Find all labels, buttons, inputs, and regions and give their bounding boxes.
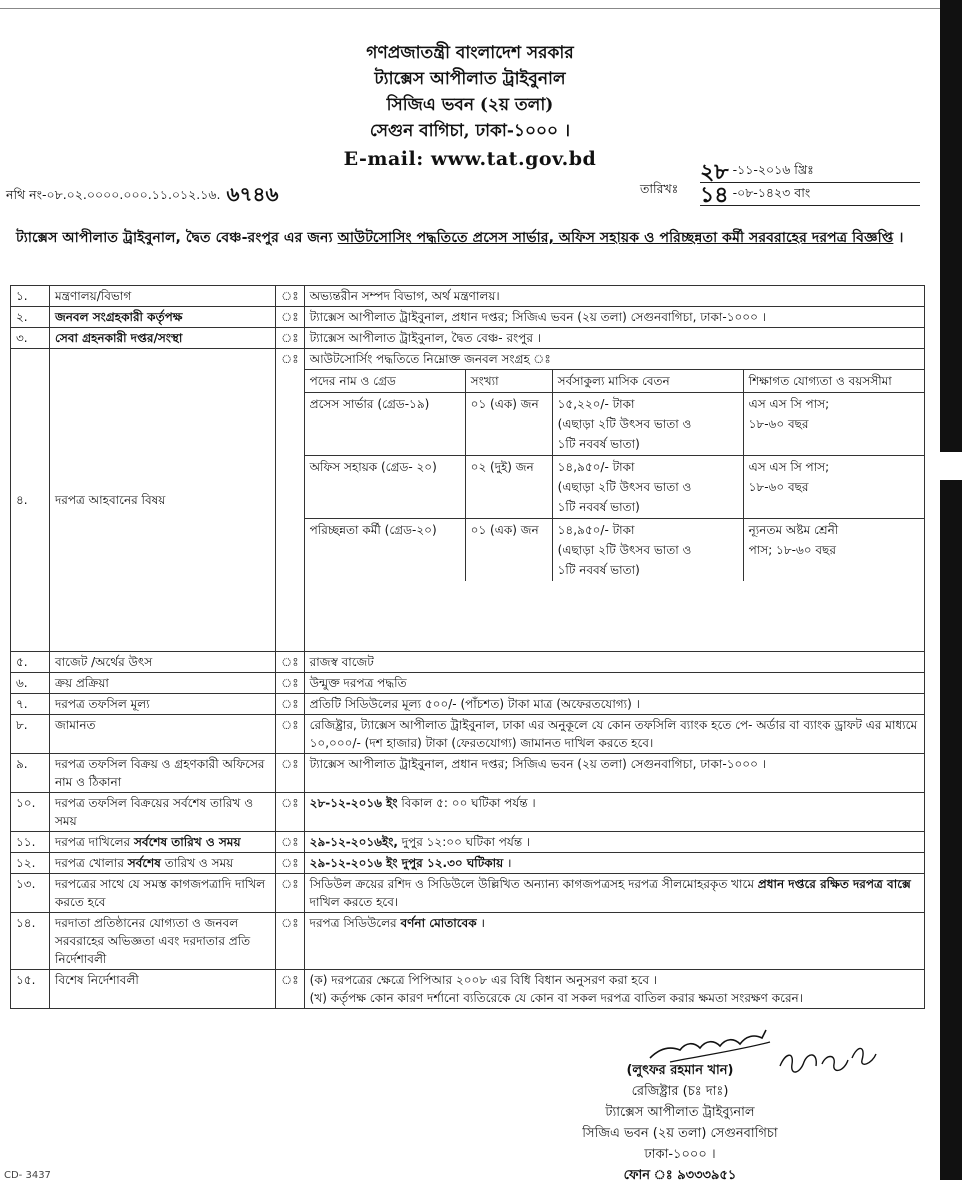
salary-amount: ১৪,৯৫০/- টাকা: [557, 460, 635, 474]
table-row: [11, 853, 925, 874]
footer-code: CD- 3437: [4, 1170, 51, 1181]
row-value-text: সিডিউল ক্রয়ের রশিদ ও সিডিউলে উল্লিখিত অন্যান্য কাগজপত্রসহ দরপত্র সীলমোহরকৃত খামে: [309, 877, 758, 891]
signatory-phone: ফোন ঃ ৯৩৩৩৯৫১: [623, 1168, 737, 1183]
row-value: উন্মুক্ত দরপত্র পদ্ধতি: [304, 673, 924, 694]
row-colon: ঃ: [276, 307, 305, 328]
table-row: [11, 652, 925, 673]
row-colon: ঃ: [276, 793, 305, 832]
row-value-emphasis: ২৯-১২-২০১৬ইং,: [309, 835, 398, 849]
row-colon: ঃ: [276, 913, 305, 970]
row-value-text: দুপুর ১২:০০ ঘটিকা পর্যন্ত ।: [397, 835, 531, 849]
posts-header: সর্বসাকুল্য মাসিক বেতন: [552, 370, 743, 393]
row-number: ৬.: [11, 673, 50, 694]
age-limit: পাস; ১৮-৬০ বছর: [748, 543, 836, 557]
post-salary: [552, 456, 743, 519]
post-count: ০২ (দুই) জন: [465, 456, 552, 519]
row-value-text: দরপত্র সিডিউলের: [309, 916, 401, 930]
posts-cell: [304, 349, 924, 652]
salary-note: (এছাড়া ২টি উৎসব ভাতা ও: [557, 543, 692, 557]
date-label: তারিখঃ: [640, 181, 679, 196]
row-value-text: ।: [476, 916, 486, 930]
row-value: প্রতিটি সিডিউলের মূল্য ৫০০/- (পাঁচশত) টাকা মাত্র (অফেরতযোগ্য) ।: [304, 694, 924, 715]
row-number: ১৩.: [11, 874, 50, 913]
instruction-item: (খ) কর্তৃপক্ষ কোন কারণ দর্শানো ব্যতিরেকে যে কোন বা সকল দরপত্র বাতিল করার ক্ষমতা সংরক্ষণ করেন।: [309, 991, 803, 1005]
posts-table: [305, 370, 924, 581]
building: সিজিএ ভবন (২য় তলা): [386, 95, 554, 115]
row-colon: ঃ: [276, 970, 305, 1009]
email: E-mail: www.tat.gov.bd: [343, 148, 597, 170]
table-row: [11, 754, 925, 793]
table-row: [11, 286, 925, 307]
row-label-text: তারিখ ও সময়: [160, 856, 234, 870]
row-label: [50, 853, 276, 874]
signatory-address: সিজিএ ভবন (২য় তলা) সেগুনবাগিচা: [582, 1126, 778, 1141]
row-colon: ঃ: [276, 349, 305, 652]
post-qualification: [743, 456, 924, 519]
row-colon: ঃ: [276, 694, 305, 715]
row-label: জামানত: [50, 715, 276, 754]
row-value-emphasis: ২৮-১২-২০১৬ ইং: [309, 796, 398, 810]
post-name: পরিচ্ছন্নতা কর্মী (গ্রেড-২০): [305, 519, 466, 582]
row-value: রাজস্ব বাজেট: [304, 652, 924, 673]
post-row: [305, 456, 924, 519]
signatory-org: ট্যাক্সেস আপীলাত ট্রাইব্যুনাল: [605, 1105, 755, 1120]
reference-prefix: নথি নং-০৮.০২.০০০০.০০০.১১.০১২.১৬.: [6, 187, 221, 202]
subject: [16, 226, 916, 251]
age-limit: ১৮-৬০ বছর: [748, 417, 809, 431]
row-value-text: দাখিল করতে হবে।: [309, 895, 399, 909]
post-name: প্রসেস সার্ভার (গ্রেড-১৯): [305, 393, 466, 456]
post-row: [305, 393, 924, 456]
address: সেগুন বাগিচা, ঢাকা-১০০০ ।: [369, 121, 571, 141]
row-label-emphasis: সর্বশেষ তারিখ ও সময়: [133, 835, 241, 849]
signatory-name: (লুৎফর রহমান খান): [626, 1063, 734, 1078]
row-number: ৭.: [11, 694, 50, 715]
subject-part1: ট্যাক্সেস আপীলাত ট্রাইবুনাল, দ্বৈত বেঞ্চ-রংপুর এর জন্য: [16, 230, 333, 246]
row-number: ৮.: [11, 715, 50, 754]
office-name: ট্যাক্সেস আপীলাত ট্রাইবুনাল: [374, 69, 566, 89]
post-qualification: [743, 393, 924, 456]
row-value-emphasis: ২৯-১২-২০১৬ ইং দুপুর ১২.৩০ ঘটিকায়: [309, 856, 504, 870]
salary-note: ১টি নববর্ষ ভাতা): [557, 563, 640, 577]
letterhead: [0, 40, 940, 172]
qualification-text: এস এস সি পাস;: [748, 397, 830, 411]
row-number: ১২.: [11, 853, 50, 874]
row-value: [304, 853, 924, 874]
row-number: ২.: [11, 307, 50, 328]
salary-note: ১টি নববর্ষ ভাতা): [557, 437, 640, 451]
post-row: [305, 519, 924, 582]
post-count: ০১ (এক) জন: [465, 519, 552, 582]
table-row: [11, 793, 925, 832]
row-value-emphasis: প্রধান দপ্তরে রক্ষিত দরপত্র বাক্সে: [757, 877, 911, 891]
instruction-item: (ক) দরপত্রের ক্ষেত্রে পিপিআর ২০০৮ এর বিধি বিধান অনুসরণ করা হবে ।: [309, 973, 658, 987]
row-value: [304, 832, 924, 853]
row-label: দরপত্র তফসিল বিক্রয় ও গ্রহণকারী অফিসের নাম ও ঠিকানা: [50, 754, 276, 793]
table-row: [11, 913, 925, 970]
row-number: ১৪.: [11, 913, 50, 970]
date-bangla-rest: -০৮-১৪২৩ বাং: [732, 185, 811, 200]
post-count: ০১ (এক) জন: [465, 393, 552, 456]
govt-name: গণপ্রজাতন্ত্রী বাংলাদেশ সরকার: [366, 43, 574, 63]
reference-number: ৬৭৪৬: [226, 182, 279, 206]
row-value: [304, 970, 924, 1009]
date-gregorian: [700, 160, 920, 183]
row-colon: ঃ: [276, 754, 305, 793]
row-label: ক্রয় প্রক্রিয়া: [50, 673, 276, 694]
row-label-text: দরপত্র খোলার: [55, 856, 128, 870]
date-gregorian-day: ২৮: [700, 159, 729, 185]
salary-amount: ১৫,২২০/- টাকা: [557, 397, 635, 411]
row-number: ৯.: [11, 754, 50, 793]
signatory-title: রেজিষ্ট্রার (চঃ দাঃ): [631, 1084, 729, 1099]
row-label: বাজেট /অর্থের উৎস: [50, 652, 276, 673]
top-rule: [0, 8, 940, 9]
row-colon: ঃ: [276, 832, 305, 853]
age-limit: ১৮-৬০ বছর: [748, 480, 809, 494]
scan-edge-gap: [940, 452, 962, 480]
table-row: [11, 673, 925, 694]
row-colon: ঃ: [276, 715, 305, 754]
posts-header: সংখ্যা: [465, 370, 552, 393]
date-bangla-day: ১৪: [700, 182, 729, 208]
salary-note: (এছাড়া ২টি উৎসব ভাতা ও: [557, 417, 692, 431]
salary-note: (এছাড়া ২টি উৎসব ভাতা ও: [557, 480, 692, 494]
subject-part2: আউটসোসিং পদ্ধতিতে প্রসেস সার্ভার, অফিস সহায়ক ও পরিচ্ছন্নতা কর্মী সরবরাহের দরপত্র বিজ্ঞপ্তি: [337, 230, 894, 246]
row-value-emphasis: বর্ণনা মোতাবেক: [400, 916, 477, 930]
table-row: [11, 970, 925, 1009]
row-label: জনবল সংগ্রহকারী কর্তৃপক্ষ: [50, 307, 276, 328]
date-box: [700, 160, 920, 206]
row-value: রেজিষ্ট্রার, ট্যাক্সেস আপীলাত ট্রাইবুনাল, ঢাকা এর অনুকূলে যে কোন তফসিলি ব্যাংক হতে পে- অর্ডার বা ব্যাংক ড্রাফট এর মাধ্যমে ১০,০০০/- (দশ হাজার) টাকা (ফেরতযোগ্য) জামানত দাখিল করতে হবে।: [304, 715, 924, 754]
reference-line: [6, 180, 278, 213]
table-row: [11, 874, 925, 913]
posts-header-row: [305, 370, 924, 393]
qualification-text: ন্যূনতম অষ্টম শ্রেনী: [748, 523, 839, 537]
table-row: [11, 328, 925, 349]
row-label: [50, 832, 276, 853]
table-row: [11, 832, 925, 853]
row-value: [304, 913, 924, 970]
subject-end: ।: [893, 230, 904, 246]
row-number: ৪.: [11, 349, 50, 652]
row-colon: ঃ: [276, 652, 305, 673]
row-number: ১.: [11, 286, 50, 307]
qualification-text: এস এস সি পাস;: [748, 460, 830, 474]
row-value: [304, 793, 924, 832]
post-name: অফিস সহায়ক (গ্রেড- ২০): [305, 456, 466, 519]
row-number: ১১.: [11, 832, 50, 853]
post-salary: [552, 393, 743, 456]
row-value: [304, 874, 924, 913]
post-salary: [552, 519, 743, 582]
row-colon: ঃ: [276, 328, 305, 349]
row-value-text: বিকাল ৫: ০০ ঘটিকা পর্যন্ত ।: [397, 796, 536, 810]
signature-block: [560, 1060, 800, 1186]
row-value: ট্যাক্সেস আপীলাত ট্রাইবুনাল, দ্বৈত বেঞ্চ- রংপুর ।: [304, 328, 924, 349]
scan-edge: [940, 0, 962, 1180]
row-colon: ঃ: [276, 286, 305, 307]
date-gregorian-rest: -১১-২০১৬ খ্রিঃ: [732, 162, 814, 177]
row-colon: ঃ: [276, 673, 305, 694]
posts-intro: আউটসোর্সিং পদ্ধতিতে নিম্নোক্ত জনবল সংগ্রহ ঃ: [305, 349, 924, 370]
row-value: ট্যাক্সেস আপীলাত ট্রাইবুনাল, প্রধান দপ্তর; সিজিএ ভবন (২য় তলা) সেগুনবাগিচা, ঢাকা-১০০০ ।: [304, 307, 924, 328]
row-value-text: ।: [503, 856, 512, 870]
posts-header: শিক্ষাগত যোগ্যতা ও বয়সসীমা: [743, 370, 924, 393]
table-row: [11, 694, 925, 715]
row-label: বিশেষ নির্দেশাবলী: [50, 970, 276, 1009]
salary-note: ১টি নববর্ষ ভাতা): [557, 500, 640, 514]
row-label: সেবা গ্রহনকারী দপ্তর/সংস্থা: [50, 328, 276, 349]
row-colon: ঃ: [276, 853, 305, 874]
row-label: মন্ত্রণালয়/বিভাগ: [50, 286, 276, 307]
table-row: [11, 307, 925, 328]
post-qualification: [743, 519, 924, 582]
row-label-emphasis: সর্বশেষ: [127, 856, 161, 870]
table-row: [11, 715, 925, 754]
signatory-city: ঢাকা-১০০০ ।: [644, 1147, 716, 1162]
row-label: দরদাতা প্রতিষ্ঠানের যোগ্যতা ও জনবল সরবরাহের অভিজ্ঞতা এবং দরদাতার প্রতি নির্দেশাবলী: [50, 913, 276, 970]
row-label: দরপত্র আহবানের বিষয়: [50, 349, 276, 652]
tender-table: [10, 285, 925, 1009]
row-number: ১৫.: [11, 970, 50, 1009]
row-number: ৫.: [11, 652, 50, 673]
row-number: ১০.: [11, 793, 50, 832]
date-bangla: [700, 183, 920, 206]
row-colon: ঃ: [276, 874, 305, 913]
row-label: দরপত্র তফসিল মূল্য: [50, 694, 276, 715]
posts-header: পদের নাম ও গ্রেড: [305, 370, 466, 393]
row-number: ৩.: [11, 328, 50, 349]
row-label: দরপত্র তফসিল বিক্রয়ের সর্বশেষ তারিখ ও সময়: [50, 793, 276, 832]
row-label: দরপত্রের সাথে যে সমস্ত কাগজপত্রাদি দাখিল করতে হবে: [50, 874, 276, 913]
row-value: ট্যাক্সেস আপীলাত ট্রাইবুনাল, প্রধান দপ্তর; সিজিএ ভবন (২য় তলা) সেগুনবাগিচা, ঢাকা-১০০০ ।: [304, 754, 924, 793]
table-row: [11, 349, 925, 652]
row-value: অভ্যন্তরীন সম্পদ বিভাগ, অর্থ মন্ত্রণালয়।: [304, 286, 924, 307]
row-label-text: দরপত্র দাখিলের: [55, 835, 134, 849]
salary-amount: ১৪,৯৫০/- টাকা: [557, 523, 635, 537]
